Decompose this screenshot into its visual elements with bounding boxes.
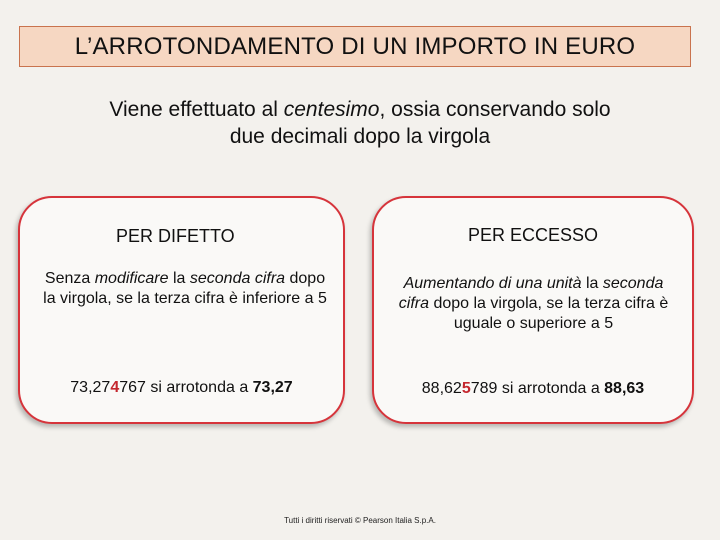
subtitle bbox=[20, 96, 700, 150]
example-result: 73,27 bbox=[252, 379, 293, 396]
copyright-footer: Tutti i diritti riservati © Pearson Italia S.p.A. bbox=[284, 516, 436, 525]
card-description bbox=[40, 269, 330, 309]
desc-text: la bbox=[168, 270, 190, 287]
page-title: L’ARROTONDAMENTO DI UN IMPORTO IN EURO bbox=[74, 32, 636, 60]
card-heading: PER DIFETTO bbox=[116, 226, 235, 246]
example-text: 767 si arrotonda a bbox=[119, 379, 253, 396]
subtitle-text: Viene effettuato al bbox=[109, 98, 284, 121]
card-example bbox=[374, 379, 692, 399]
example-result: 88,63 bbox=[604, 380, 645, 397]
example-text: 789 si arrotonda a bbox=[470, 380, 605, 397]
card-per-difetto bbox=[18, 196, 345, 424]
card-per-eccesso bbox=[372, 196, 694, 424]
example-number: 88,62 bbox=[421, 380, 462, 397]
desc-text: Senza bbox=[44, 270, 95, 287]
title-banner bbox=[19, 26, 691, 67]
highlight-digit: 5 bbox=[461, 380, 471, 397]
desc-text: la bbox=[581, 275, 603, 292]
subtitle-line-1 bbox=[20, 96, 700, 123]
desc-text: dopo la virgola, se la terza cifra è uguale o superiore a 5 bbox=[429, 295, 669, 332]
desc-emphasis: seconda cifra bbox=[189, 270, 286, 287]
example-number: 73,27 bbox=[70, 379, 111, 396]
highlight-digit: 4 bbox=[110, 379, 120, 396]
desc-emphasis: seconda cifra bbox=[398, 275, 664, 312]
card-example bbox=[20, 378, 343, 398]
subtitle-emphasis: centesimo bbox=[283, 98, 380, 121]
desc-emphasis: Aumentando di una unità bbox=[403, 275, 582, 292]
desc-emphasis: modificare bbox=[94, 270, 169, 287]
subtitle-line-2: due decimali dopo la virgola bbox=[229, 125, 491, 148]
subtitle-text: , ossia conservando solo bbox=[379, 98, 611, 121]
card-description bbox=[396, 274, 671, 334]
desc-text: dopo la virgola, se la terza cifra è inferiore a 5 bbox=[43, 270, 327, 307]
card-heading: PER ECCESSO bbox=[467, 225, 599, 245]
